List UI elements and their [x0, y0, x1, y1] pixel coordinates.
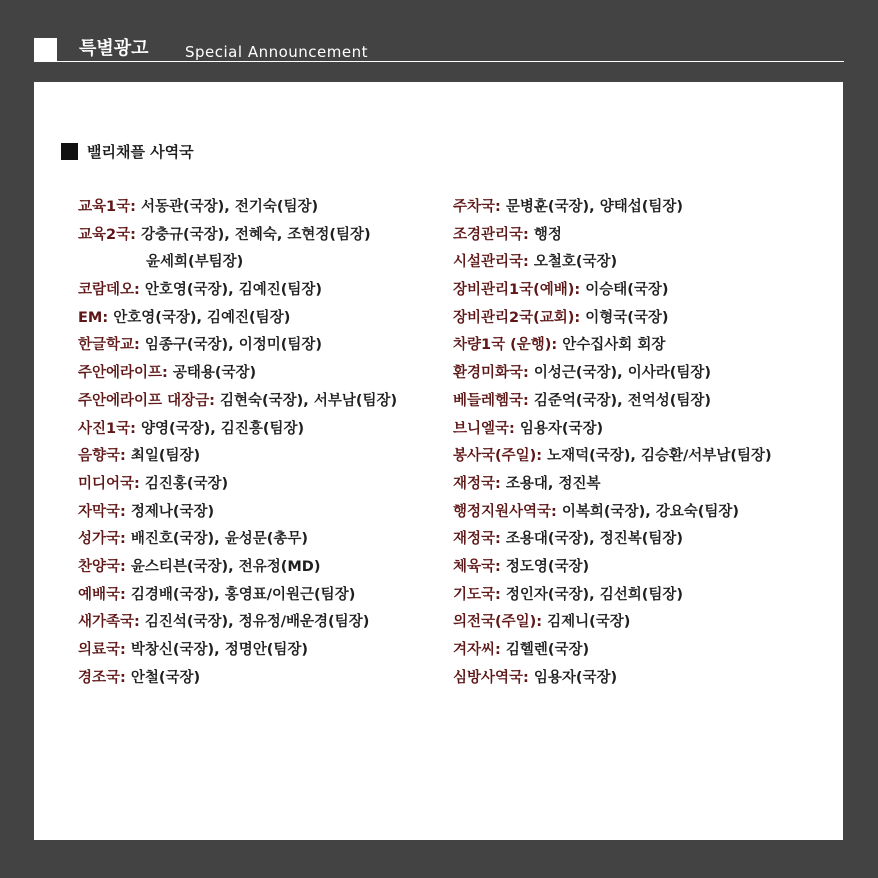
staff-names: 김제니(국장) [542, 614, 631, 631]
section-square-icon [61, 143, 78, 160]
department-name: 재정국: [453, 475, 501, 492]
staff-names: 안철(국장) [125, 669, 201, 686]
staff-names: 안호영(국장), 김예진(팀장) [139, 282, 323, 299]
department-name: 기도국: [453, 586, 501, 603]
department-name: 행정지원사역국: [453, 503, 557, 520]
department-name: 겨자씨: [453, 642, 501, 658]
staff-names: 공태용(국장) [167, 365, 257, 382]
department-name: 브니엘국: [453, 420, 515, 437]
staff-names: 이복희(국장), 강요숙(팀장) [556, 503, 740, 520]
department-name: 체육국: [453, 558, 501, 575]
department-name: 시설관리국: [453, 254, 529, 271]
department-name: 의전국(주일): [453, 614, 543, 631]
department-name: 새가족국: [78, 614, 140, 631]
department-name: 심방사역국: [453, 669, 529, 686]
staff-names: 임용자(국장) [514, 420, 604, 437]
ministry-entry [453, 194, 772, 222]
ministry-entry [78, 222, 397, 250]
header-title: 특별광고 [79, 38, 149, 59]
staff-names: 임용자(국장) [528, 669, 618, 686]
ministry-entry [78, 582, 397, 610]
department-name: 주안에라이프: [78, 365, 168, 382]
ministry-entry [78, 526, 397, 554]
staff-names: 조용대, 정진복 [500, 475, 601, 492]
staff-names: 최일(팀장) [125, 448, 201, 465]
ministry-entry-continued [78, 249, 397, 277]
department-name: 성가국: [78, 531, 126, 548]
staff-names: 이형국(국장) [580, 309, 669, 326]
right-ministry-list [453, 194, 772, 692]
ministry-entry [78, 305, 397, 333]
staff-names: 윤스티븐(국장), 전유정(MD) [125, 558, 321, 575]
department-name: 봉사국(주일): [453, 448, 543, 465]
department-name: 장비관리2국(교회): [453, 309, 581, 326]
staff-names: 이승태(국장) [580, 282, 669, 299]
ministry-entry [453, 499, 772, 527]
department-name: 사진1국: [78, 420, 136, 437]
staff-names: 양영(국장), 김진흥(팀장) [135, 420, 305, 437]
department-name: 교육1국: [78, 199, 136, 215]
staff-names: 오철호(국장) [528, 254, 618, 271]
department-name: 주차국: [453, 199, 501, 215]
staff-names: 정인자(국장), 김선희(팀장) [500, 586, 684, 603]
header-bar [34, 38, 844, 62]
department-name: 의료국: [78, 642, 126, 658]
staff-names: 안호영(국장), 김예진(팀장) [108, 309, 291, 326]
ministry-entry [78, 554, 397, 582]
staff-names: 배진호(국장), 윤성문(총무) [125, 531, 309, 548]
ministry-entry [78, 499, 397, 527]
section-title: 밸리채플 사역국 [87, 143, 194, 161]
ministry-entry [78, 416, 397, 444]
staff-names: 김경배(국장), 홍영표/이원근(팀장) [125, 586, 356, 603]
ministry-entry [453, 637, 772, 665]
left-ministry-list [78, 194, 397, 692]
department-name: 교육2국: [78, 226, 136, 243]
ministry-entry [78, 360, 397, 388]
ministry-entry [453, 222, 772, 250]
staff-names: 정제나(국장) [125, 503, 215, 520]
ministry-entry [78, 471, 397, 499]
ministry-entry [453, 609, 772, 637]
ministry-entry [453, 471, 772, 499]
ministry-entry [78, 194, 397, 222]
department-name: 베들레헴국: [453, 392, 529, 409]
ministry-entry [453, 360, 772, 388]
department-name: 재정국: [453, 531, 501, 548]
ministry-entry [78, 332, 397, 360]
staff-names: 강충규(국장), 전혜숙, 조현정(팀장) [135, 226, 371, 243]
header-subtitle: Special Announcement [185, 43, 368, 61]
department-name: 자막국: [78, 503, 126, 520]
header-divider [34, 61, 844, 62]
staff-names: 임종구(국장), 이정미(팀장) [139, 337, 323, 354]
staff-names: 김진석(국장), 정유정/배운경(팀장) [139, 614, 370, 631]
staff-names: 노재덕(국장), 김승환/서부남(팀장) [542, 448, 772, 465]
ministry-entry [453, 665, 772, 693]
staff-names: 서동관(국장), 전기숙(팀장) [135, 199, 319, 215]
content-panel [34, 82, 843, 840]
department-name: 장비관리1국(예배): [453, 282, 581, 299]
staff-names: 김현숙(국장), 서부남(팀장) [214, 392, 398, 409]
department-name: 찬양국: [78, 558, 126, 575]
department-name: 주안에라이프 대장금: [78, 392, 215, 409]
staff-names: 윤세희(부팀장) [146, 254, 244, 271]
department-name: 환경미화국: [453, 365, 529, 382]
department-name: 경조국: [78, 669, 126, 686]
department-name: 음향국: [78, 448, 126, 465]
ministry-entry [78, 609, 397, 637]
ministry-entry [453, 305, 772, 333]
staff-names: 박창신(국장), 정명안(팀장) [125, 642, 309, 658]
staff-names: 행정 [528, 226, 562, 243]
ministry-entry [453, 554, 772, 582]
staff-names: 김준억(국장), 전억성(팀장) [528, 392, 712, 409]
ministry-entry [453, 249, 772, 277]
ministry-entry [78, 665, 397, 693]
ministry-entry [453, 388, 772, 416]
ministry-entry [453, 332, 772, 360]
staff-names: 이성근(국장), 이사라(팀장) [528, 365, 712, 382]
staff-names: 조용대(국장), 정진복(팀장) [500, 531, 684, 548]
department-name: 한글학교: [78, 337, 140, 354]
department-name: 차량1국 (운행): [453, 337, 558, 354]
ministry-entry [453, 277, 772, 305]
staff-names: 안수집사회 회장 [557, 337, 666, 354]
ministry-entry [78, 277, 397, 305]
ministry-entry [78, 637, 397, 665]
ministry-entry [78, 388, 397, 416]
department-name: 조경관리국: [453, 226, 529, 243]
department-name: 코람데오: [78, 282, 140, 299]
ministry-entry [453, 582, 772, 610]
department-name: EM: [78, 309, 109, 326]
department-name: 미디어국: [78, 475, 140, 492]
ministry-entry [453, 416, 772, 444]
ministry-entry [453, 526, 772, 554]
header-square-icon [34, 38, 57, 61]
department-name: 예배국: [78, 586, 126, 603]
staff-names: 정도영(국장) [500, 558, 590, 575]
ministry-entry [78, 443, 397, 471]
ministry-entry [453, 443, 772, 471]
staff-names: 김진홍(국장) [139, 475, 229, 492]
staff-names: 김헬렌(국장) [500, 642, 590, 658]
staff-names: 문병훈(국장), 양태섭(팀장) [500, 199, 684, 215]
